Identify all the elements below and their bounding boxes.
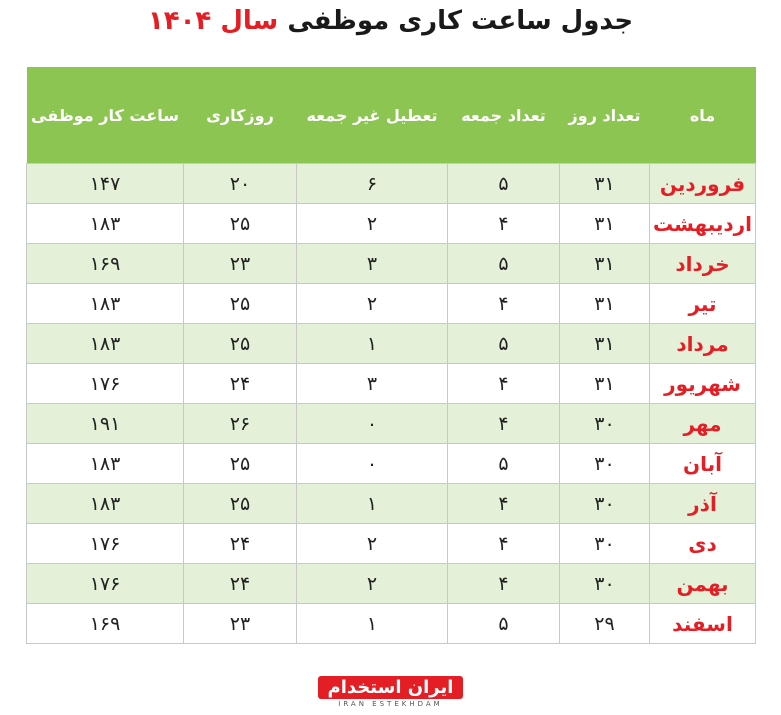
cell-fridays: ۴: [448, 404, 560, 444]
cell-fridays: ۵: [448, 444, 560, 484]
cell-work-hours: ۱۷۶: [27, 564, 184, 604]
cell-fridays: ۵: [448, 324, 560, 364]
cell-holidays: ۰: [297, 404, 448, 444]
work-hours-table: [26, 67, 756, 644]
header-holidays: تعطیل غیر جمعه: [297, 67, 448, 164]
cell-days: ۳۱: [560, 204, 650, 244]
cell-holidays: ۲: [297, 204, 448, 244]
cell-month: خرداد: [650, 244, 756, 284]
header-days: تعداد روز: [560, 67, 650, 164]
cell-month: اردیبهشت: [650, 204, 756, 244]
table-row: [27, 324, 756, 364]
table-row: [27, 164, 756, 204]
cell-holidays: ۳: [297, 244, 448, 284]
cell-fridays: ۴: [448, 564, 560, 604]
cell-fridays: ۵: [448, 164, 560, 204]
cell-days: ۳۰: [560, 444, 650, 484]
cell-holidays: ۲: [297, 524, 448, 564]
header-workdays: روزکاری: [184, 67, 297, 164]
cell-holidays: ۶: [297, 164, 448, 204]
cell-month: مرداد: [650, 324, 756, 364]
cell-month: دی: [650, 524, 756, 564]
cell-days: ۳۰: [560, 404, 650, 444]
cell-days: ۳۰: [560, 564, 650, 604]
title-year: سال ۱۴۰۴: [147, 6, 279, 36]
cell-month: مهر: [650, 404, 756, 444]
cell-work-hours: ۱۴۷: [27, 164, 184, 204]
cell-month: بهمن: [650, 564, 756, 604]
table-header-row: [27, 67, 756, 164]
table-row: [27, 564, 756, 604]
cell-work-hours: ۱۹۱: [27, 404, 184, 444]
cell-days: ۳۰: [560, 484, 650, 524]
cell-month: آبان: [650, 444, 756, 484]
header-work-hours: ساعت کار موظفی: [27, 67, 184, 164]
cell-workdays: ۲۵: [184, 324, 297, 364]
cell-work-hours: ۱۶۹: [27, 244, 184, 284]
cell-workdays: ۲۳: [184, 604, 297, 644]
cell-work-hours: ۱۸۳: [27, 284, 184, 324]
cell-work-hours: ۱۷۶: [27, 364, 184, 404]
table-row: [27, 244, 756, 284]
cell-workdays: ۲۵: [184, 444, 297, 484]
cell-fridays: ۴: [448, 364, 560, 404]
cell-month: شهریور: [650, 364, 756, 404]
cell-holidays: ۰: [297, 444, 448, 484]
table-row: [27, 364, 756, 404]
cell-days: ۳۱: [560, 284, 650, 324]
header-fridays: تعداد جمعه: [448, 67, 560, 164]
cell-work-hours: ۱۸۳: [27, 204, 184, 244]
table-row: [27, 524, 756, 564]
cell-work-hours: ۱۸۳: [27, 444, 184, 484]
table-row: [27, 284, 756, 324]
cell-month: تیر: [650, 284, 756, 324]
table-row: [27, 484, 756, 524]
cell-work-hours: ۱۷۶: [27, 524, 184, 564]
cell-days: ۳۱: [560, 164, 650, 204]
cell-fridays: ۵: [448, 244, 560, 284]
cell-fridays: ۴: [448, 284, 560, 324]
cell-days: ۲۹: [560, 604, 650, 644]
page-title: [0, 6, 781, 36]
cell-work-hours: ۱۸۳: [27, 484, 184, 524]
cell-days: ۳۱: [560, 244, 650, 284]
cell-work-hours: ۱۶۹: [27, 604, 184, 644]
cell-holidays: ۲: [297, 284, 448, 324]
cell-holidays: ۱: [297, 484, 448, 524]
cell-workdays: ۲۵: [184, 284, 297, 324]
cell-holidays: ۱: [297, 324, 448, 364]
table-row: [27, 444, 756, 484]
cell-workdays: ۲۵: [184, 484, 297, 524]
cell-workdays: ۲۳: [184, 244, 297, 284]
logo-mark: ایران استخدام: [318, 676, 464, 699]
cell-month: فروردین: [650, 164, 756, 204]
cell-days: ۳۰: [560, 524, 650, 564]
cell-workdays: ۲۶: [184, 404, 297, 444]
cell-holidays: ۲: [297, 564, 448, 604]
cell-fridays: ۴: [448, 524, 560, 564]
cell-work-hours: ۱۸۳: [27, 324, 184, 364]
cell-holidays: ۱: [297, 604, 448, 644]
cell-fridays: ۴: [448, 484, 560, 524]
logo-subtitle: IRAN ESTEKHDAM: [338, 700, 443, 708]
brand-logo: [0, 676, 781, 708]
cell-fridays: ۴: [448, 204, 560, 244]
cell-workdays: ۲۴: [184, 364, 297, 404]
header-month: ماه: [650, 67, 756, 164]
cell-workdays: ۲۵: [184, 204, 297, 244]
table-row: [27, 604, 756, 644]
cell-fridays: ۵: [448, 604, 560, 644]
table-row: [27, 404, 756, 444]
cell-holidays: ۳: [297, 364, 448, 404]
cell-workdays: ۲۴: [184, 564, 297, 604]
cell-days: ۳۱: [560, 324, 650, 364]
cell-days: ۳۱: [560, 364, 650, 404]
cell-month: آذر: [650, 484, 756, 524]
cell-month: اسفند: [650, 604, 756, 644]
cell-workdays: ۲۴: [184, 524, 297, 564]
table-row: [27, 204, 756, 244]
title-main: جدول ساعت کاری موظفی: [287, 6, 634, 36]
cell-workdays: ۲۰: [184, 164, 297, 204]
